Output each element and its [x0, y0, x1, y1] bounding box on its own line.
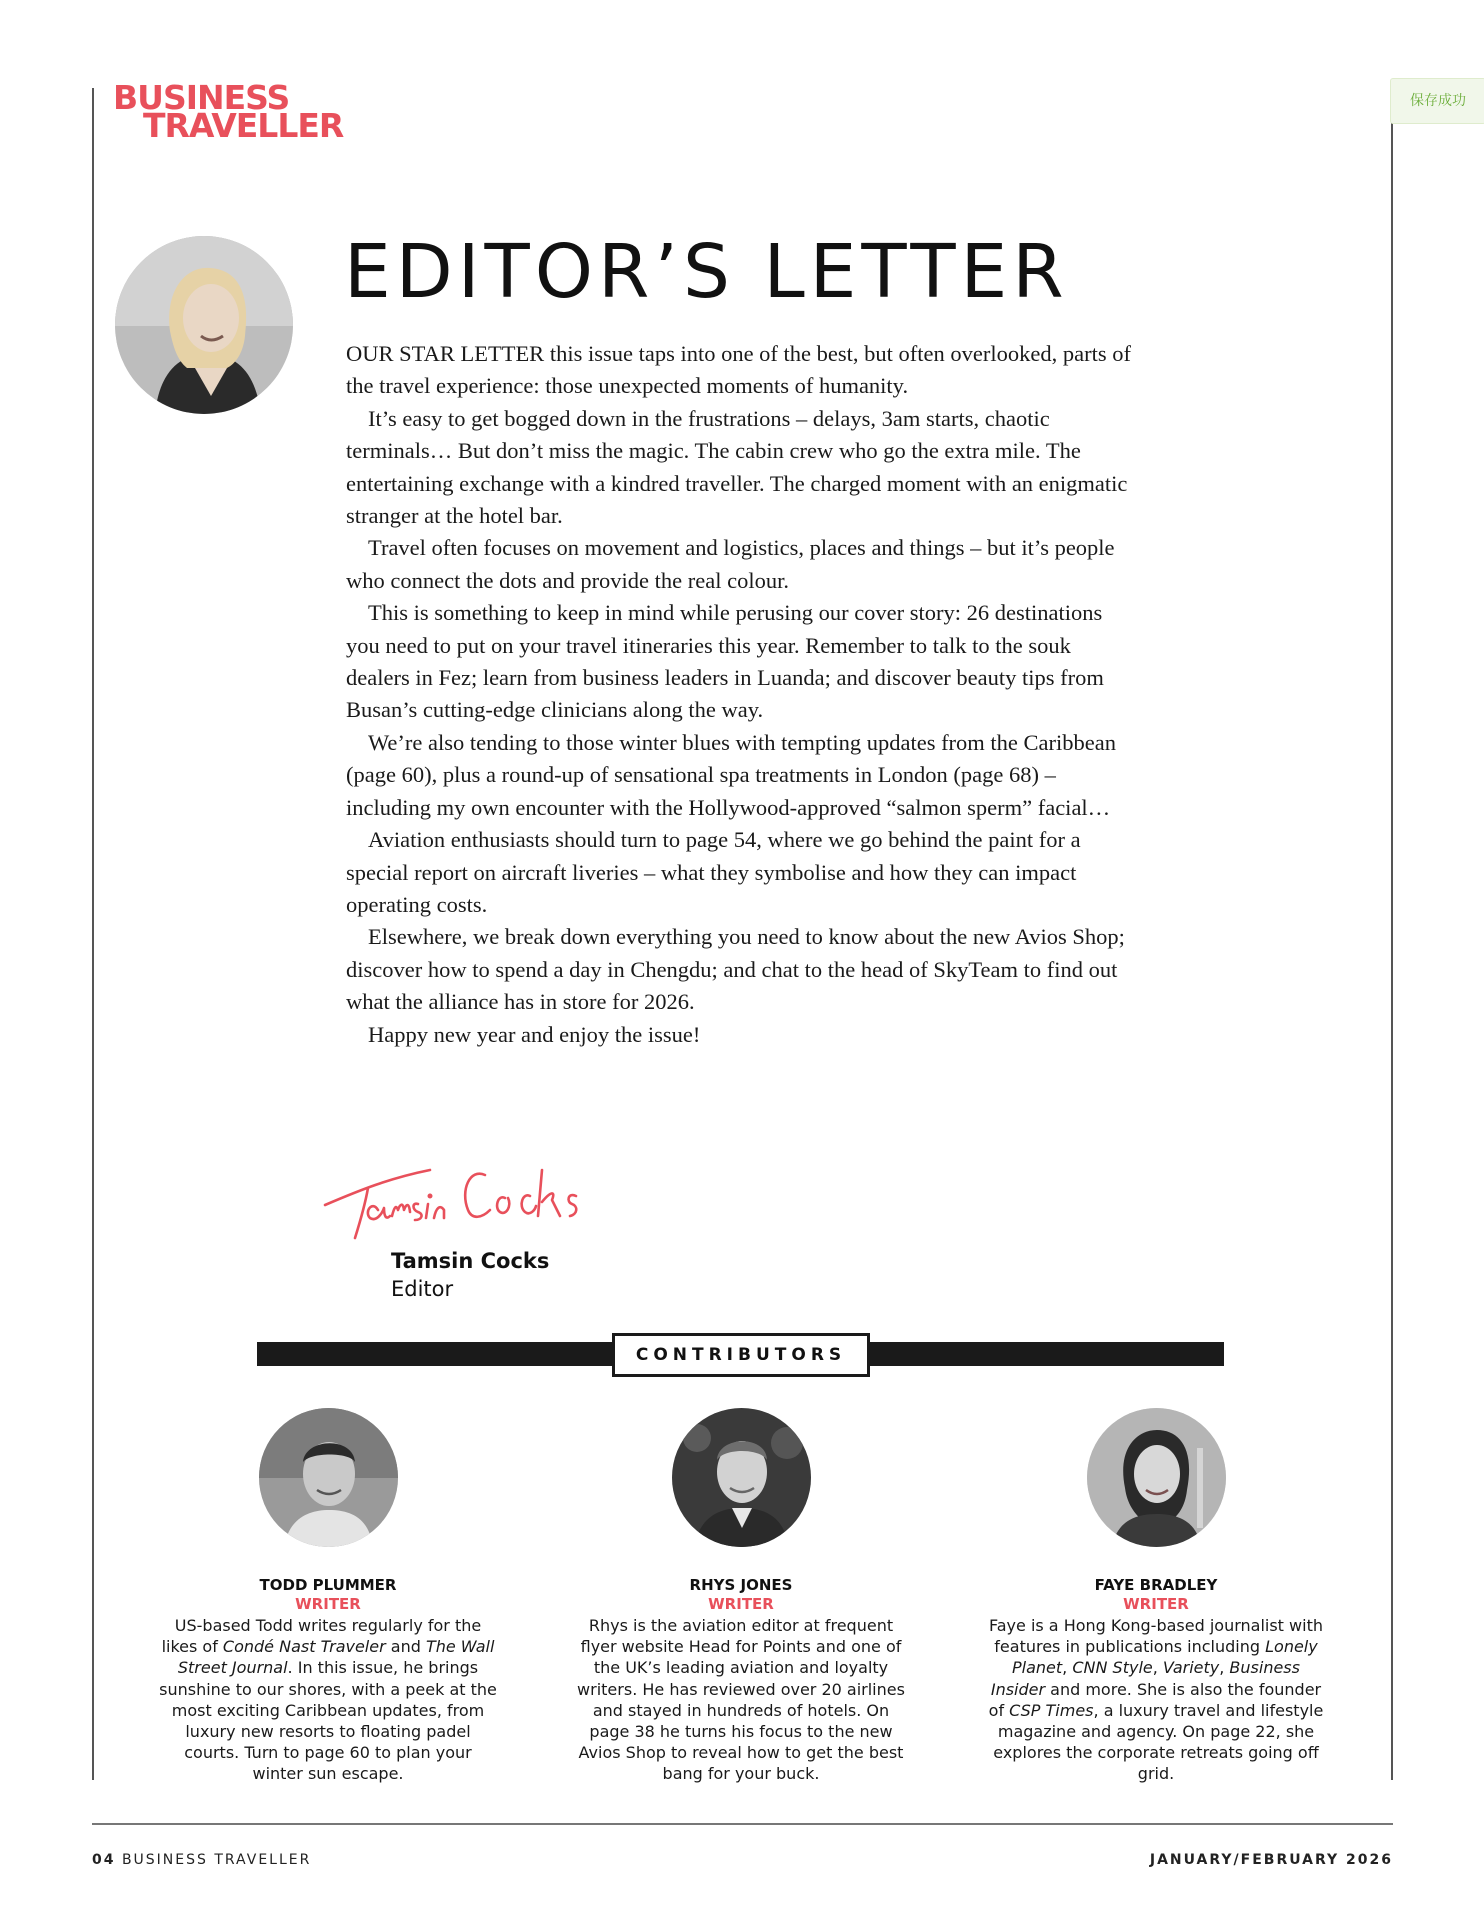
letter-paragraph: Travel often focuses on movement and logistics, places and things – but it’s people who connect the dots and provide the real colour. — [346, 535, 1115, 593]
contributor-bio: Rhys is the aviation editor at frequent flyer website Head for Points and one of the UK’s leading aviation and loyalty writers. He has reviewed over 20 airlines and stayed in hundreds of hotels. On page 38 he turns his focus to the new Avios Shop to reveal how to get the best bang for your buck. — [577, 1616, 905, 1784]
contributor-avatar-faye — [1087, 1408, 1226, 1547]
contributor-role: WRITER — [1123, 1595, 1189, 1613]
contributor-role: WRITER — [708, 1595, 774, 1613]
contributor-bio: US-based Todd writes regularly for the likes of Condé Nast Traveler and The Wall Street Journal. In this issue, he brings sunshine to our shores, with a peek at the most exciting Caribbean updates, from luxury new resorts to floating padel courts. Turn to page 60 to plan your winter sun escape. — [159, 1616, 497, 1784]
contributors-heading: CONTRIBUTORS — [612, 1333, 870, 1377]
contributor-bio: Faye is a Hong Kong-based journalist with features in publications including Lonely Planet, CNN Style, Variety, Business Insider and more. She is also the founder of CSP Times, a luxury travel and lifestyle magazine and agency. On page 22, she explores the corporate retreats going off grid. — [988, 1616, 1324, 1784]
left-rule — [92, 88, 94, 1780]
editor-avatar — [115, 236, 293, 414]
contributor-name: RHYS JONES — [689, 1576, 793, 1594]
letter-paragraph: This is something to keep in mind while perusing our cover story: 26 destinations you need to put on your travel itineraries this year. Remember to talk to the souk dealers in Fez; learn from business leaders in Luanda; and discover beauty tips from Busan’s cutting-edge clinicians along the way. — [346, 600, 1104, 723]
letter-paragraph: Happy new year and enjoy the issue! — [368, 1021, 701, 1047]
editor-role: Editor — [391, 1277, 454, 1301]
logo-line-2: TRAVELLER — [143, 106, 344, 145]
contributor-name: FAYE BRADLEY — [1094, 1576, 1218, 1594]
footer-rule — [92, 1823, 1393, 1825]
footer-publication: BUSINESS TRAVELLER — [121, 1852, 312, 1868]
contributor-avatar-todd — [259, 1408, 398, 1547]
save-status-badge: 保存成功 — [1390, 78, 1484, 124]
contributor-card — [158, 1576, 498, 1785]
editor-name: Tamsin Cocks — [391, 1249, 550, 1273]
contributor-card — [571, 1576, 911, 1785]
right-rule — [1391, 118, 1393, 1780]
letter-paragraph: Elsewhere, we break down everything you need to know about the new Avios Shop; discover how to spend a day in Chengdu; and chat to the head of SkyTeam to find out what the alliance has in store for 2026. — [346, 924, 1125, 1015]
editor-signature — [320, 1130, 590, 1250]
letter-paragraph: We’re also tending to those winter blues with tempting updates from the Caribbean (page 60), plus a round-up of sensational spa treatments in London (page 68) – including my own encounter with the Hollywood-approved “salmon sperm” facial… — [346, 729, 1117, 820]
letter-paragraph: It’s easy to get bogged down in the frustrations – delays, 3am starts, chaotic terminals… But don’t miss the magic. The cabin crew who go the extra mile. The entertaining exchange with a kindred traveller. The charged moment with an enigmatic stranger at the hotel bar. — [346, 405, 1128, 529]
brand-logo — [113, 78, 344, 145]
logo-line-1: BUSINESS — [113, 78, 290, 117]
contributor-card — [986, 1576, 1326, 1785]
letter-paragraph: OUR STAR LETTER this issue taps into one of the best, but often overlooked, parts of the travel experience: those unexpected moments of humanity. — [346, 341, 1131, 399]
page-title: EDITOR’S LETTER — [344, 229, 1069, 315]
contributor-role: WRITER — [295, 1595, 361, 1613]
footer-issue-date: JANUARY/FEBRUARY 2026 — [1149, 1852, 1393, 1868]
footer-folio — [92, 1852, 311, 1868]
page-number: 04 — [92, 1852, 116, 1868]
contributor-name: TODD PLUMMER — [259, 1576, 397, 1594]
letter-paragraph: Aviation enthusiasts should turn to page 54, where we go behind the paint for a special report on aircraft liveries – what they symbolise and how they can impact operating costs. — [346, 827, 1081, 917]
letter-body — [346, 338, 1136, 1051]
contributor-avatar-rhys — [672, 1408, 811, 1547]
